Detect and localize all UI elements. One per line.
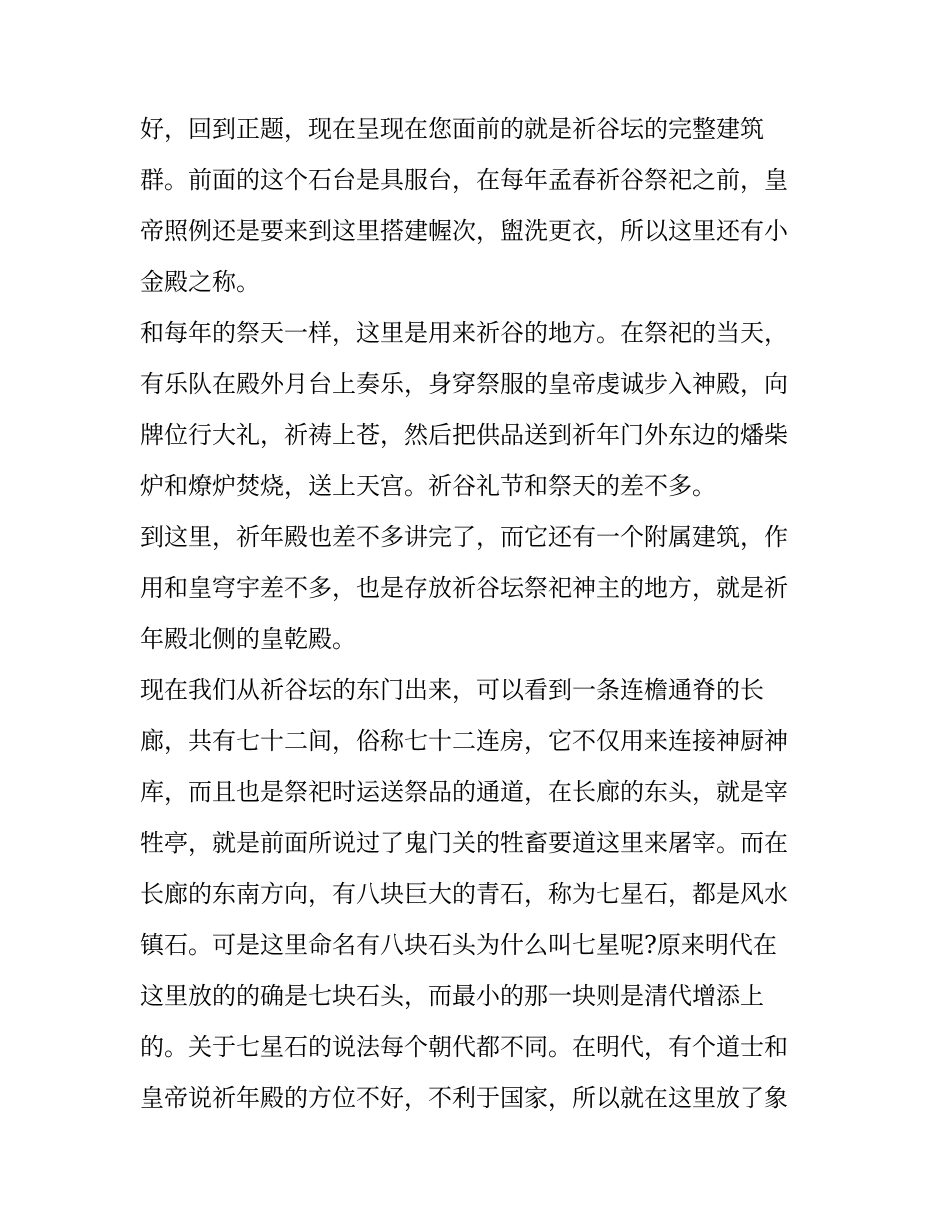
- text-line: 皇帝说祈年殿的方位不好，不利于国家，所以就在这里放了象: [140, 1084, 788, 1112]
- text-line: 炉和燎炉焚烧，送上天宫。祈谷礼节和祭天的差不多。: [140, 472, 716, 500]
- text-line: 这里放的的确是七块石头，而最小的那一块则是清代增添上: [140, 982, 764, 1010]
- text-line: 库，而且也是祭祀时运送祭品的通道，在长廊的东头，就是宰: [140, 778, 788, 806]
- text-line: 的。关于七星石的说法每个朝代都不同。在明代，有个道士和: [140, 1033, 788, 1061]
- text-line: 现在我们从祈谷坛的东门出来，可以看到一条连檐通脊的长: [140, 676, 764, 704]
- text-line: 群。前面的这个石台是具服台，在每年孟春祈谷祭祀之前，皇: [140, 166, 788, 194]
- text-line: 和每年的祭天一样，这里是用来祈谷的地方。在祭祀的当天，: [140, 319, 788, 347]
- text-line: 好，回到正题，现在呈现在您面前的就是祈谷坛的完整建筑: [140, 115, 764, 143]
- text-line: 廊，共有七十二间，俗称七十二连房，它不仅用来连接神厨神: [140, 727, 788, 755]
- text-line: 到这里，祈年殿也差不多讲完了，而它还有一个附属建筑，作: [140, 523, 788, 551]
- text-line: 帝照例还是要来到这里搭建幄次，盥洗更衣，所以这里还有小: [140, 217, 788, 245]
- text-line: 年殿北侧的皇乾殿。: [140, 625, 356, 653]
- body-text: [140, 104, 820, 1124]
- text-line: 长廊的东南方向，有八块巨大的青石，称为七星石，都是风水: [140, 880, 788, 908]
- text-line: 牲亭，就是前面所说过了鬼门关的牲畜要道这里来屠宰。而在: [140, 829, 788, 857]
- text-line: 镇石。可是这里命名有八块石头为什么叫七星呢?原来明代在: [140, 931, 777, 959]
- text-line: 金殿之称。: [140, 268, 260, 296]
- text-line: 用和皇穹宇差不多，也是存放祈谷坛祭祀神主的地方，就是祈: [140, 574, 788, 602]
- text-line: 牌位行大礼，祈祷上苍，然后把供品送到祈年门外东边的燔柴: [140, 421, 788, 449]
- text-line: 有乐队在殿外月台上奏乐，身穿祭服的皇帝虔诚步入神殿，向: [140, 370, 788, 398]
